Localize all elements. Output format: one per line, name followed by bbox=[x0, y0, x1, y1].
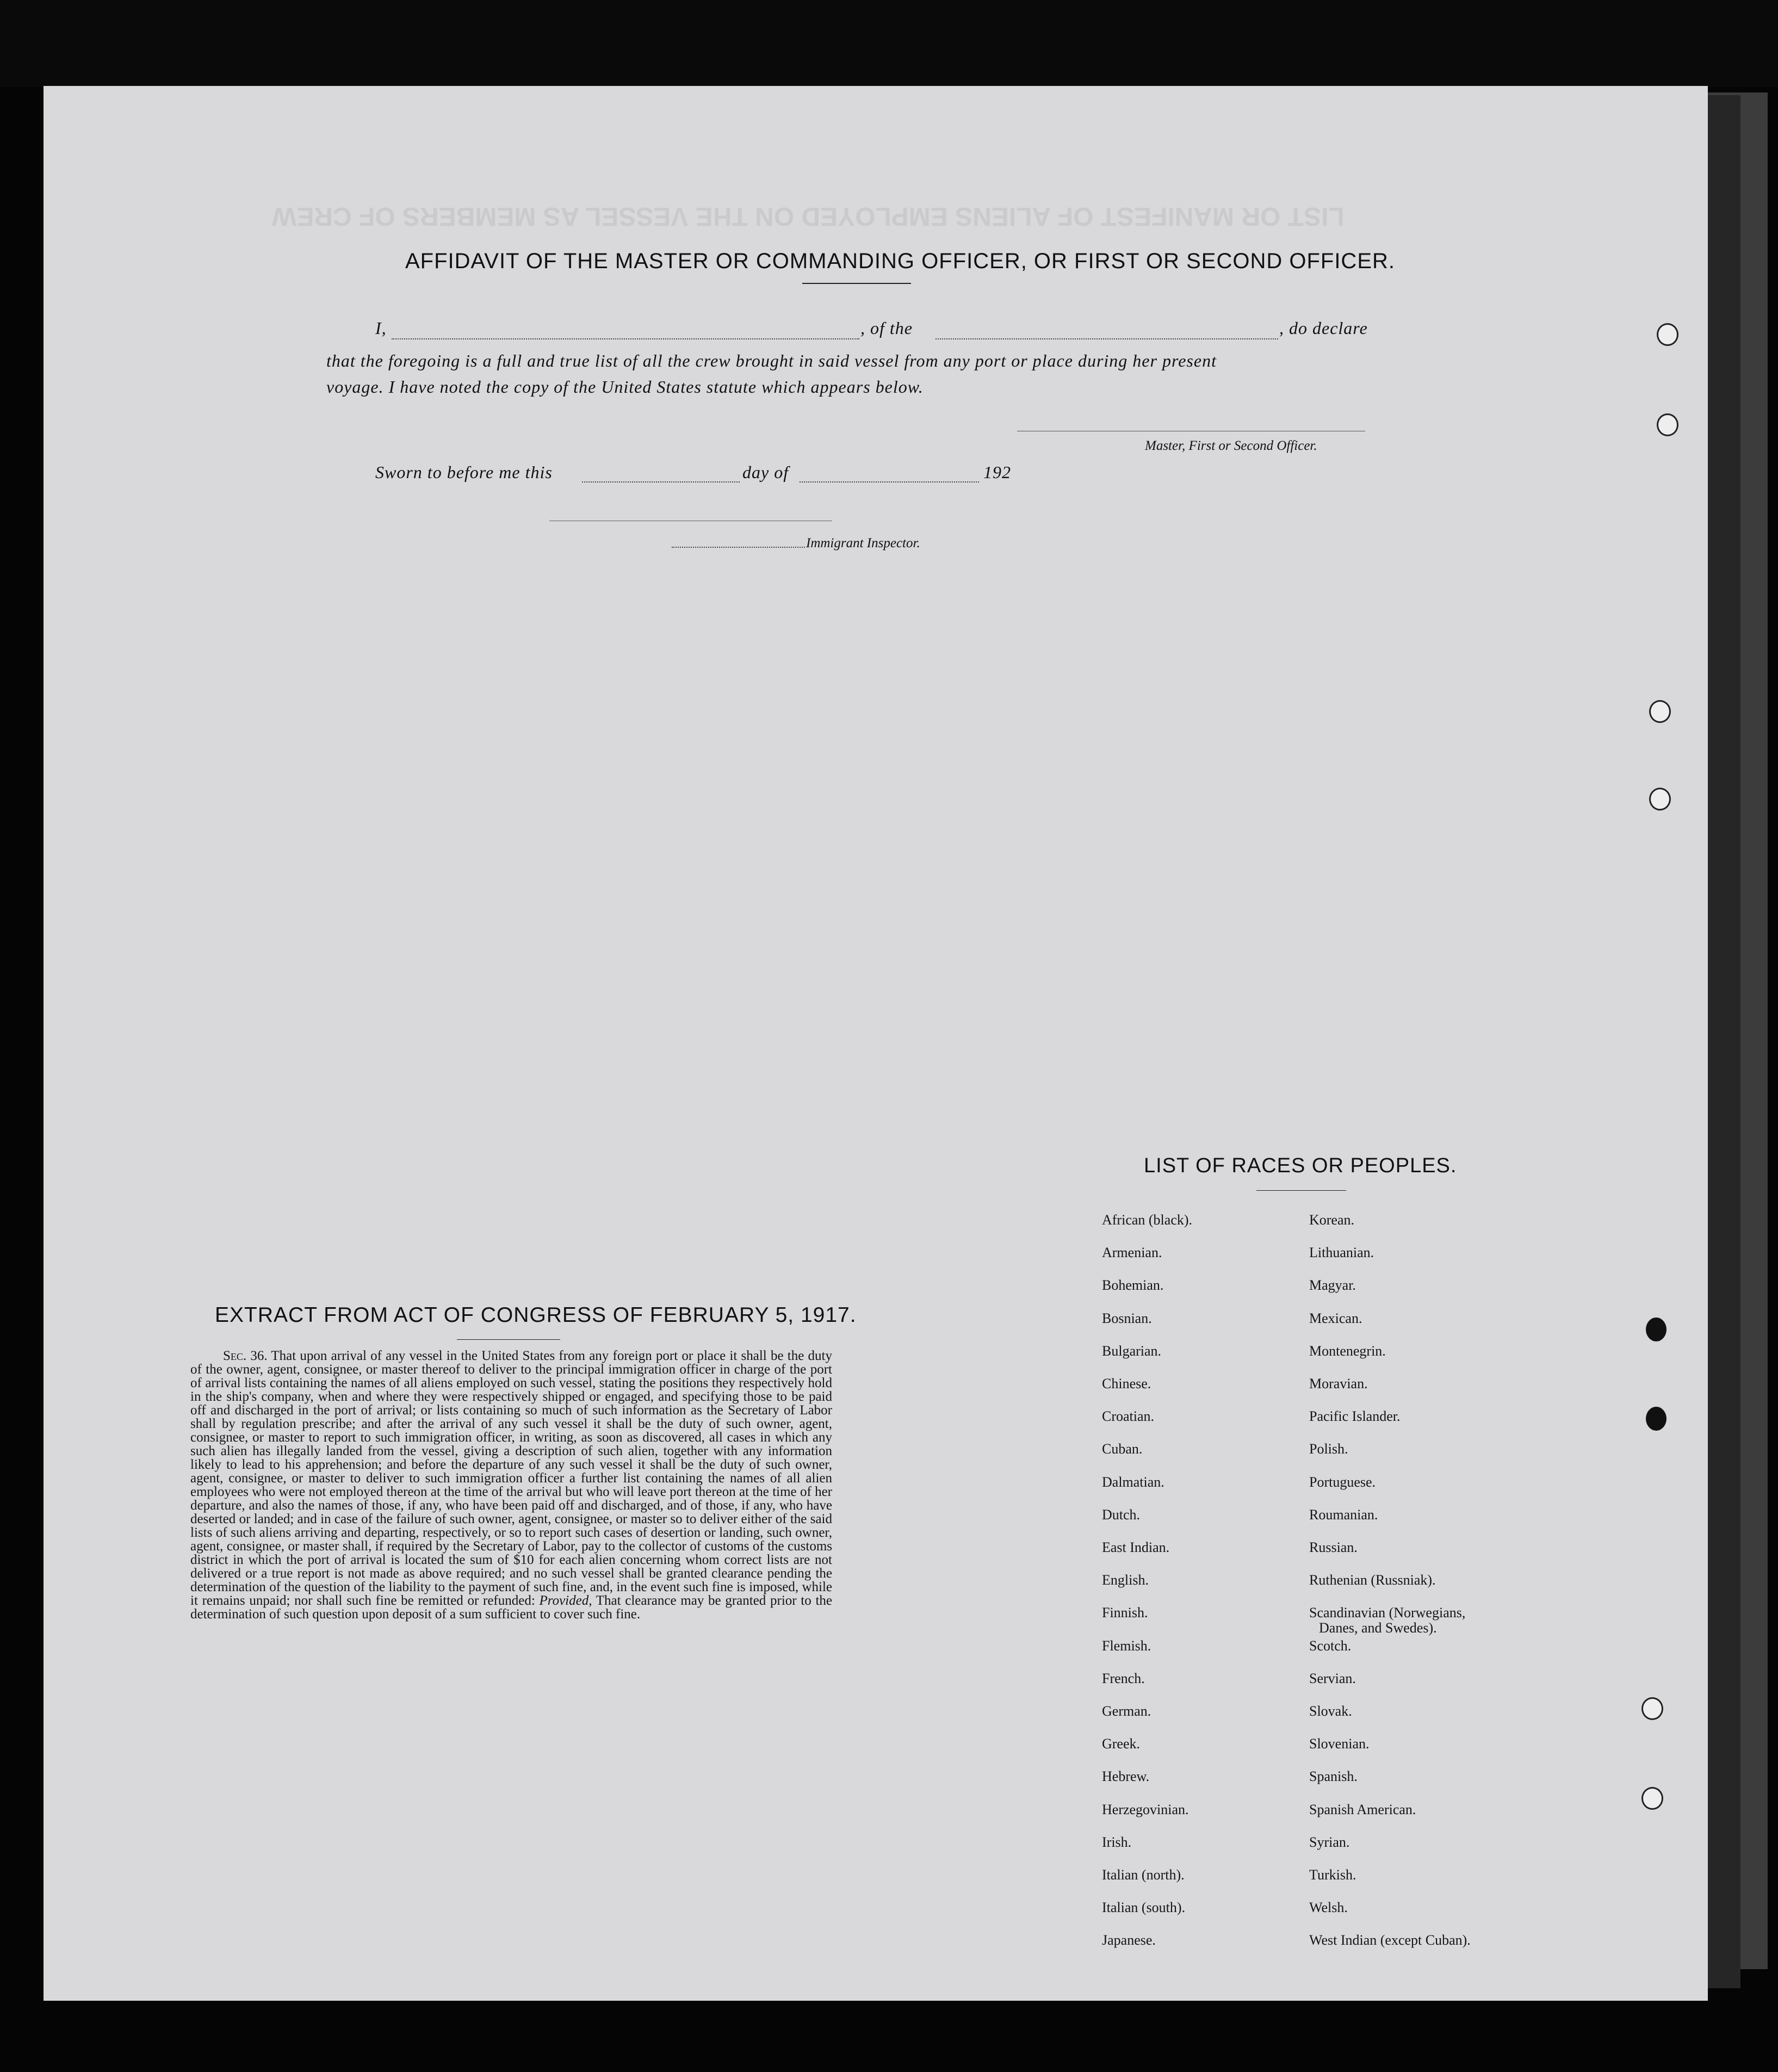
race-item: Servian. bbox=[1309, 1670, 1356, 1686]
race-item: Dutch. bbox=[1102, 1506, 1141, 1523]
scan-background bbox=[0, 0, 1778, 87]
extract-heading-rule bbox=[457, 1339, 560, 1340]
binder-hole bbox=[1641, 1697, 1663, 1720]
affidavit-heading: AFFIDAVIT OF THE MASTER OR COMMANDING OFFICER, OR FIRST OR SECOND OFFICER. bbox=[405, 249, 1395, 273]
binder-hole bbox=[1646, 1318, 1667, 1341]
month-blank bbox=[800, 481, 979, 483]
race-item: West Indian (except Cuban). bbox=[1309, 1932, 1471, 1949]
race-item: Flemish. bbox=[1102, 1637, 1151, 1654]
race-item: English. bbox=[1102, 1572, 1149, 1588]
day-of-text: day of bbox=[742, 462, 789, 482]
race-item: Bohemian. bbox=[1102, 1277, 1164, 1294]
race-item: French. bbox=[1102, 1670, 1145, 1686]
binder-hole bbox=[1641, 1787, 1663, 1810]
affidavit-line-3: voyage. I have noted the copy of the United States statute which appears below. bbox=[326, 377, 924, 397]
race-item: Chinese. bbox=[1102, 1376, 1151, 1391]
race-item: Armenian. bbox=[1102, 1245, 1162, 1261]
race-item: Korean. bbox=[1309, 1212, 1355, 1228]
declare-of-the: , of the bbox=[860, 318, 913, 338]
race-item: Dalmatian. bbox=[1102, 1474, 1164, 1490]
inspector-dots bbox=[672, 547, 805, 548]
race-item: Welsh. bbox=[1309, 1900, 1348, 1916]
race-item: Danes, and Swedes). bbox=[1319, 1620, 1437, 1636]
race-item: Slovenian. bbox=[1309, 1736, 1370, 1752]
race-item: Herzegovinian. bbox=[1102, 1801, 1189, 1817]
race-item: Greek. bbox=[1102, 1736, 1141, 1752]
race-item: German. bbox=[1102, 1703, 1151, 1719]
race-item: Roumanian. bbox=[1309, 1506, 1378, 1523]
race-item: Spanish American. bbox=[1309, 1801, 1416, 1817]
binder-hole bbox=[1657, 413, 1678, 436]
extract-text-2: That clearance may be granted prior to the determination of such question upon deposit of a sum sufficient to cover such fine. bbox=[190, 1593, 832, 1622]
race-item: Moravian. bbox=[1309, 1376, 1368, 1391]
section-number: Sec. 36. bbox=[223, 1349, 268, 1363]
extract-body bbox=[190, 1349, 832, 1621]
document-page bbox=[44, 86, 1708, 2001]
extract-provided: Provided, bbox=[539, 1593, 592, 1608]
binder-hole bbox=[1649, 700, 1671, 723]
affidavit-line-2: that the foregoing is a full and true list of all the crew brought in said vessel from any port or place during her present bbox=[326, 351, 1217, 370]
race-item: Hebrew. bbox=[1102, 1768, 1150, 1785]
race-item: Spanish. bbox=[1309, 1768, 1358, 1785]
heading-rule bbox=[802, 283, 911, 284]
race-item: Italian (north). bbox=[1102, 1867, 1185, 1883]
binder-hole bbox=[1649, 788, 1671, 811]
name-blank bbox=[392, 338, 859, 339]
race-item: Portuguese. bbox=[1309, 1474, 1376, 1490]
race-item: Pacific Islander. bbox=[1309, 1408, 1401, 1425]
race-item: Japanese. bbox=[1102, 1932, 1156, 1949]
race-item: Mexican. bbox=[1309, 1310, 1362, 1326]
vessel-blank bbox=[936, 338, 1278, 339]
race-item: Turkish. bbox=[1309, 1867, 1356, 1883]
race-item: Finnish. bbox=[1102, 1605, 1148, 1621]
race-item: Syrian. bbox=[1309, 1834, 1350, 1850]
day-blank bbox=[582, 481, 740, 483]
race-item: Scandinavian (Norwegians, bbox=[1309, 1605, 1466, 1621]
race-item: Russian. bbox=[1309, 1539, 1358, 1555]
inspector-label: Immigrant Inspector. bbox=[806, 536, 920, 551]
race-item: Irish. bbox=[1102, 1834, 1132, 1850]
signature-label: Master, First or Second Officer. bbox=[1145, 438, 1317, 453]
extract-heading: EXTRACT FROM ACT OF CONGRESS OF FEBRUARY 5, 1917. bbox=[215, 1303, 857, 1327]
declare-end: , do declare bbox=[1279, 318, 1368, 338]
races-heading: LIST OF RACES OR PEOPLES. bbox=[1144, 1154, 1457, 1177]
race-item: Cuban. bbox=[1102, 1441, 1143, 1457]
race-item: Polish. bbox=[1309, 1441, 1348, 1457]
race-item: Croatian. bbox=[1102, 1408, 1155, 1425]
year-text: 192 bbox=[983, 462, 1011, 482]
races-heading-rule bbox=[1256, 1190, 1346, 1191]
declare-i: I, bbox=[375, 318, 387, 338]
race-item: Magyar. bbox=[1309, 1277, 1356, 1294]
binder-hole bbox=[1646, 1407, 1667, 1431]
extract-text-1: That upon arrival of any vessel in the United States from any foreign port or place it shall be the duty of the owner, agent, consignee, or master thereof to deliver to the principal immigration officer in charge of the port of arrival lists containing the names of all aliens employed on such vessel, stating the positions they respectively hold in the ship's company, when and where they were respectively shipped or engaged, and specifying those to be paid off and discharged in the port of arrival; or lists containing so much of such information as the Secretary of Labor shall by regulation prescribe; and after the arrival of any such vessel it shall be the duty of such owner, agent, consignee, or master to report to such immigration officer, in writing, as soon as discovered, all cases in which any such alien has illegally landed from the vessel, giving a description of such alien, together with any information likely to lead to his apprehension; and before the departure of any such vessel it shall be the duty of such owner, agent, consignee, or master to deliver to such immigration officer a further list containing the names of all alien employees who were not employed thereon at the time of the arrival but who will leave port thereon at the time of her departure, and also the names of those, if any, who have been paid off and discharged, and of those, if any, who have deserted or landed; and in case of the failure of such owner, agent, consignee, or master so to deliver either of the said lists of such aliens arriving and departing, respectively, or so to report such cases of desertion or landing, such owner, agent, consignee, or master shall, if required by the Secretary of Labor, pay to the collector of customs of the customs district in which the port of arrival is located the sum of $10 for each alien concerning whom correct lists are not delivered or a true report is not made as above required; and no such vessel shall be granted clearance pending the determination of the question of the liability to the payment of such fine, and, in the event such fine is imposed, while it remains unpaid; nor shall such fine be remitted or refunded: bbox=[190, 1349, 832, 1608]
race-item: Bosnian. bbox=[1102, 1310, 1152, 1326]
sworn-text: Sworn to before me this bbox=[375, 462, 553, 482]
race-item: Scotch. bbox=[1309, 1637, 1352, 1654]
race-item: Italian (south). bbox=[1102, 1900, 1186, 1916]
race-item: Ruthenian (Russniak). bbox=[1309, 1572, 1436, 1588]
binder-hole bbox=[1657, 323, 1678, 346]
race-item: Montenegrin. bbox=[1309, 1343, 1386, 1359]
race-item: Lithuanian. bbox=[1309, 1245, 1374, 1261]
race-item: Bulgarian. bbox=[1102, 1343, 1162, 1359]
race-item: East Indian. bbox=[1102, 1539, 1170, 1555]
bleed-through-heading: LIST OR MANIFEST OF ALIENS EMPLOYED ON THE VESSEL AS MEMBERS OF CREW bbox=[272, 202, 1345, 231]
race-item: African (black). bbox=[1102, 1212, 1193, 1228]
race-item: Slovak. bbox=[1309, 1703, 1352, 1719]
